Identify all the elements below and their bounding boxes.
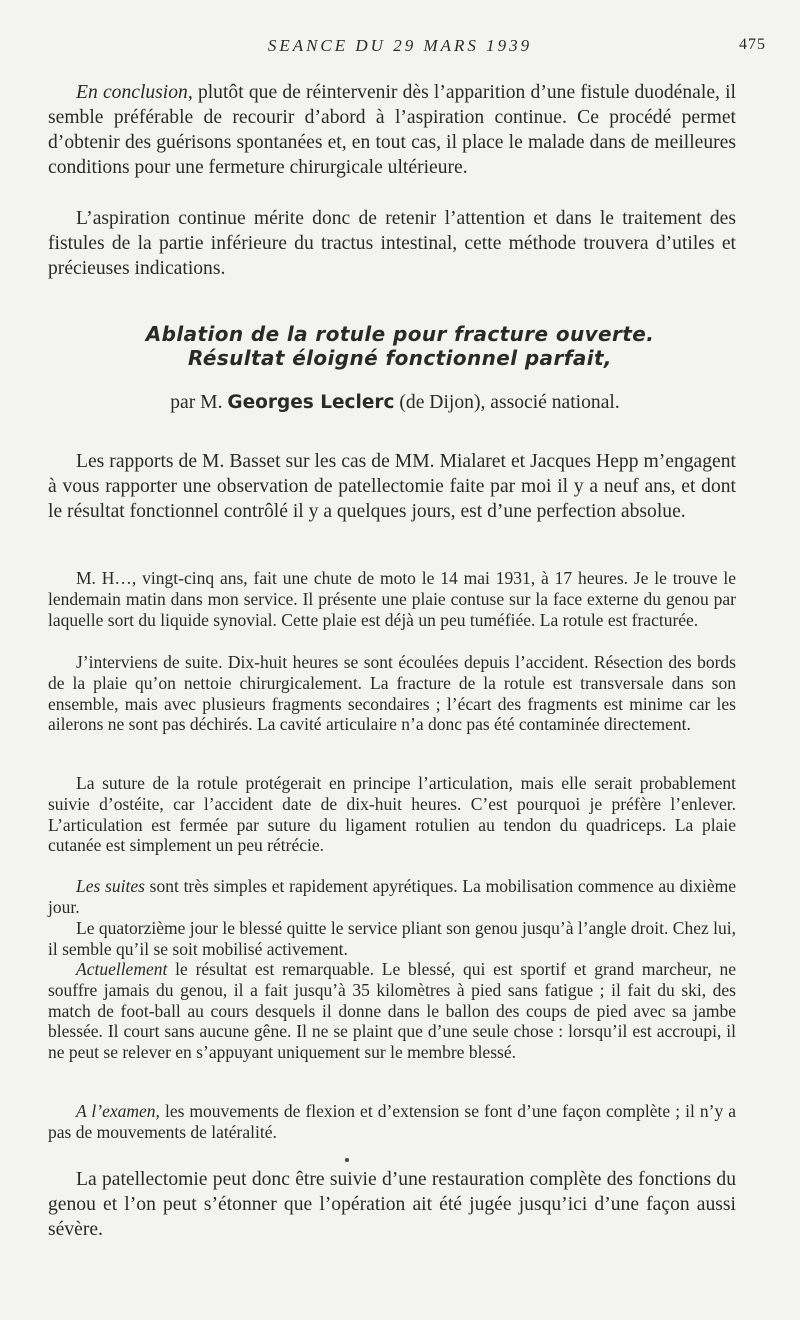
page-number: 475 xyxy=(739,36,766,53)
observation-4-text: sont très simples et rapidement apyrétiques. La mobilisation commence au dixième jour. xyxy=(48,876,736,917)
observation-paragraph-5: Le quatorzième jour le blessé quitte le service pliant son genou jusqu’à l’angle droit. Chez lui, il semble qu’il se soit mobilisé activement. xyxy=(48,918,736,959)
conclusion-paragraph-1 xyxy=(48,80,736,180)
final-paragraph: La patellectomie peut donc être suivie d’une restauration complète des fonctions du genou et l’on peut s’étonner que l’opération ait été jugée jusqu’ici d’une façon aussi sévère. xyxy=(48,1169,736,1240)
section-dot xyxy=(345,1158,349,1162)
observation-paragraph-7 xyxy=(48,1101,736,1143)
observation-7-text: les mouvements de flexion et d’extension se font d’une façon complète ; il n’y a pas de mouvements de latéralité. xyxy=(48,1101,736,1142)
running-title: SEANCE DU 29 MARS 1939 xyxy=(267,36,533,55)
observation-7-lead: A l’examen, xyxy=(76,1101,160,1121)
byline-suffix: (de Dijon), associé national. xyxy=(399,392,620,413)
observation-paragraph-3: La suture de la rotule protégerait en principe l’articulation, mais elle serait probablement suivie d’ostéite, car l’accident date de dix-huit heures. C’est pourquoi je préfère l’enlever. L’articulation est fermée par suture du ligament rotulien au tendon du quadriceps. La plaie cutanée est simplement un peu rétrécie. xyxy=(48,773,736,856)
observation-6-text: le résultat est remarquable. Le blessé, qui est sportif et grand marcheur, ne souffre jamais du genou, il a fait jusqu’à 35 kilomètres à pied sans fatigue ; il fait du ski, des match de foot-ball au cours desquels il donne dans le ballon des coups de pied avec sa jambe blessée. Il court sans aucune gêne. Il ne se plaint que d’une seule chose : lorsqu’il est accroupi, il ne peut se relever en s’appuyant uniquement sur le membre blessé. xyxy=(48,959,736,1063)
author-name: Georges Leclerc xyxy=(227,392,395,413)
article-title-line-2: Résultat éloigné fonctionnel parfait, xyxy=(188,346,612,370)
article-title-line-1: Ablation de la rotule pour fracture ouverte. xyxy=(145,322,655,346)
running-head xyxy=(0,36,800,58)
byline-prefix: par M. xyxy=(170,392,223,413)
observation-paragraph-4 xyxy=(48,876,736,918)
conclusion-text: plutôt que de réintervenir dès l’apparition d’une fistule duodénale, il semble préférable de recourir d’abord à l’aspiration continue. Ce procédé permet d’obtenir des guérisons spontanées et, en tout cas, il place le malade dans de meilleures conditions pour une fermeture chirurgicale ultérieure. xyxy=(48,82,736,178)
observation-4-lead: Les suites xyxy=(76,876,145,896)
observation-6-lead: Actuellement xyxy=(76,959,168,979)
conclusion-lead: En conclusion, xyxy=(76,82,193,103)
observation-paragraph-2: J’interviens de suite. Dix-huit heures se sont écoulées depuis l’accident. Résection des bords de la plaie qu’on nettoie chirurgicalement. La fracture de la rotule est transversale dans son ensemble, mais avec plusieurs fragments secondaires ; l’écart des fragments est minime car les ailerons ne sont pas déchirés. La cavité articulaire n’a donc pas été contaminée directement. xyxy=(48,652,736,735)
byline xyxy=(0,392,790,414)
observation-paragraph-6 xyxy=(48,959,736,1063)
intro-paragraph: Les rapports de M. Basset sur les cas de MM. Mialaret et Jacques Hepp m’engagent à vous rapporter une observation de patellectomie faite par moi il y a neuf ans, et dont le résultat fonctionnel contrôlé il y a quelques jours, est d’une perfection absolue. xyxy=(48,451,736,522)
observation-paragraph-1: M. H…, vingt-cinq ans, fait une chute de moto le 14 mai 1931, à 17 heures. Je le trouve le lendemain matin dans mon service. Il présente une plaie contuse sur la face externe du genou par laquelle sort du liquide synovial. Cette plaie est déjà un peu tuméfiée. La rotule est fracturée. xyxy=(48,568,736,630)
conclusion-paragraph-2: L’aspiration continue mérite donc de retenir l’attention et dans le traitement des fistules de la partie inférieure du tractus intestinal, cette méthode trouvera d’utiles et précieuses indications. xyxy=(48,208,736,279)
